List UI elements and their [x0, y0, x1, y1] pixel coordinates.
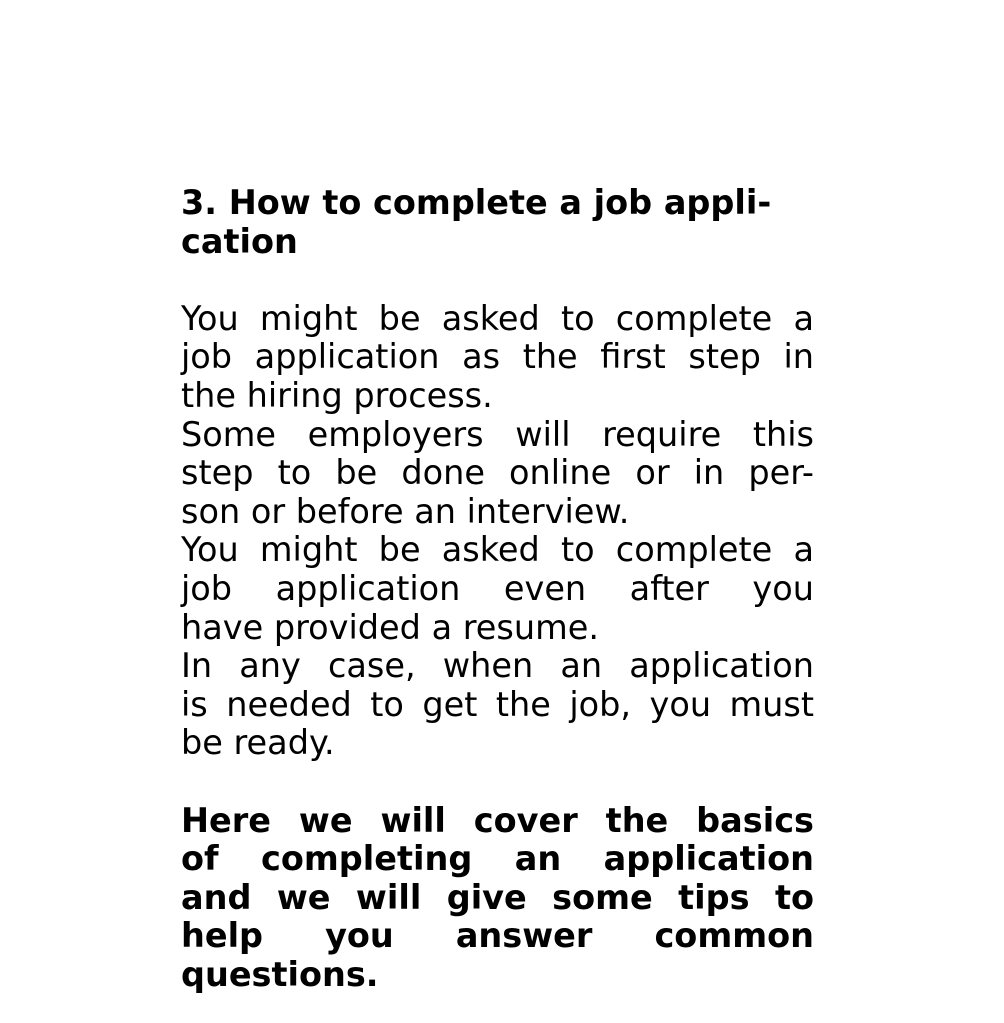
spacer [181, 763, 814, 802]
paragraph-line: step to be done online or in per- [181, 453, 814, 493]
summary-line: help you answer common [181, 916, 814, 956]
heading-line: 3. How to complete a job appli- [181, 183, 772, 222]
summary-line: Here we will cover the basics [181, 800, 814, 840]
paragraph-line: the hiring process. [181, 375, 493, 415]
document-page [181, 184, 814, 994]
paragraph-line: Some employers will require this [181, 414, 814, 454]
body-paragraph [181, 416, 814, 532]
body-paragraph [181, 300, 814, 416]
body-paragraph [181, 531, 814, 647]
summary-line: questions. [181, 954, 379, 994]
paragraph-line: son or before an interview. [181, 491, 630, 531]
paragraph-line: be ready. [181, 723, 335, 763]
paragraph-line: You might be asked to complete a [181, 298, 814, 338]
paragraph-line: is needed to get the job, you must [181, 684, 814, 724]
paragraph-line: You might be asked to complete a [181, 530, 814, 570]
summary-paragraph [181, 802, 814, 995]
paragraph-line: job application even after you [181, 568, 814, 608]
paragraph-line: have provided a resume. [181, 607, 599, 647]
paragraph-line: job application as the first step in [181, 337, 814, 377]
body-paragraph [181, 647, 814, 763]
paragraph-line: In any case, when an application [181, 646, 814, 686]
summary-line: and we will give some tips to [181, 877, 814, 917]
spacer [181, 261, 814, 300]
heading-line: cation [181, 221, 298, 261]
section-heading [181, 184, 814, 261]
summary-line: of completing an application [181, 839, 814, 879]
